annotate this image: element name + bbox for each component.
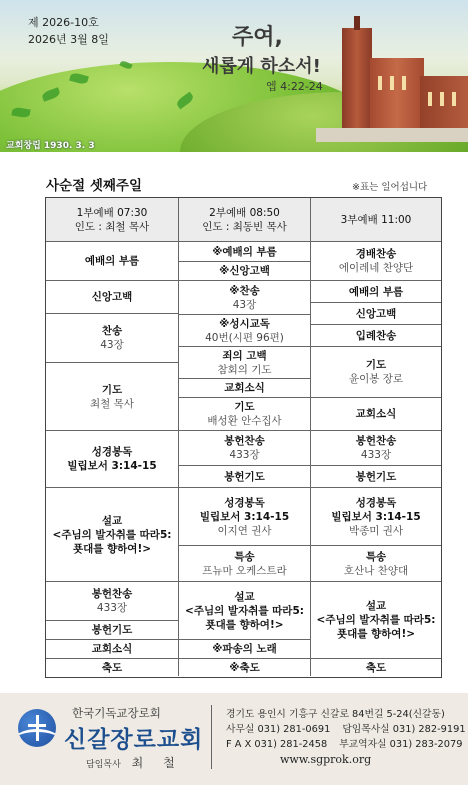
order-of-worship-table	[45, 197, 442, 678]
service-item: 축도	[365, 661, 387, 674]
service-item: 봉헌기도	[46, 621, 179, 640]
service-item: ※성시교독 40번(시편 96편)	[179, 315, 311, 347]
service-item: 봉헌찬송 433장	[46, 582, 179, 621]
service-item: 봉헌찬송 433장	[311, 431, 441, 466]
service-item: 기도 최철 목사	[46, 363, 179, 431]
headline	[202, 20, 348, 78]
pastor-office-phone: 담임목사실 031) 282-9191	[342, 724, 466, 735]
service-item: 경배찬송 에이레네 찬양단	[311, 242, 441, 281]
column-header-3: 3부예배 11:00	[311, 198, 441, 242]
headline-line-1: 주여,	[232, 25, 283, 50]
column-header-2: 2부예배 08:50 인도 : 최동빈 목사	[179, 198, 311, 242]
service-item: ※축도	[179, 659, 311, 676]
service-item: 봉헌기도	[311, 466, 441, 488]
service-item: 교회소식	[179, 379, 311, 398]
issue-date: 2026년 3월 8일	[28, 33, 109, 46]
service-item: 입례찬송	[311, 325, 441, 347]
service-item: ※찬송 43장	[179, 281, 311, 315]
divider	[211, 705, 212, 769]
column-header-1: 1부예배 07:30 인도 : 최철 목사	[46, 198, 179, 242]
senior-pastor	[86, 754, 183, 771]
service-item: 특송 프뉴마 오케스트라	[179, 546, 311, 582]
service-item: 교회소식	[311, 398, 441, 431]
verse-reference: 엡 4:22-24	[266, 80, 323, 93]
pastor-name: 최 철	[131, 756, 183, 770]
service-item: 성경봉독 빌립보서 3:14-15 이지연 권사	[179, 488, 311, 546]
associate-office-phone: 부교역자실 031) 283-2079	[339, 739, 463, 750]
service-item: 설교 <주님의 발자취를 따라5: 푯대를 향하여!>	[311, 582, 441, 659]
service-item: 성경봉독 빌립보서 3:14-15 박종미 권사	[311, 488, 441, 546]
church-footer	[0, 693, 468, 785]
service-item: 특송 호산나 찬양대	[311, 546, 441, 582]
fax-number: F A X 031) 281-2458	[226, 739, 328, 750]
header-banner	[0, 0, 468, 152]
church-name: 신갈장로교회	[64, 727, 204, 753]
issue-number: 제 2026-10호	[28, 16, 99, 29]
service-item: 성경봉독 빌립보서 3:14-15	[46, 431, 179, 488]
service-item: 기도 윤이봉 장로	[311, 347, 441, 398]
service-item: 예배의 부름	[46, 242, 179, 281]
service-item: 신앙고백	[311, 303, 441, 325]
founding-date: 교회창립 1930. 3. 3	[6, 141, 95, 151]
service-item: 예배의 부름	[311, 281, 441, 303]
service-item: ※신앙고백	[179, 262, 311, 281]
website-link[interactable]: www.sgprok.org	[280, 753, 372, 766]
service-item: ※파송의 노래	[179, 640, 311, 659]
service-item: 봉헌기도	[179, 466, 311, 488]
office-phone: 사무실 031) 281-0691	[226, 724, 331, 735]
headline-line-2: 새롭게 하소서!	[202, 56, 321, 77]
service-item: 봉헌찬송 433장	[179, 431, 311, 466]
address: 경기도 용인시 기흥구 신갈로 84번길 5-24(신갈동)	[226, 709, 445, 720]
service-item: ※예배의 부름	[179, 242, 311, 262]
service-item: 찬송 43장	[46, 314, 179, 363]
service-title: 사순절 셋째주일	[46, 178, 142, 194]
service-item: 설교 <주님의 발자취를 따라5: 푯대를 향하여!>	[46, 488, 179, 582]
service-item: 신앙고백	[46, 281, 179, 314]
church-logo-icon	[18, 709, 56, 747]
pastor-label: 담임목사	[86, 760, 121, 770]
service-item: 기도 배성환 안수집사	[179, 398, 311, 431]
service-item: 죄의 고백 참회의 기도	[179, 347, 311, 379]
service-item: 교회소식	[46, 640, 179, 659]
service-item: 설교 <주님의 발자취를 따라5: 푯대를 향하여!>	[179, 582, 311, 640]
service-item: 축도	[46, 659, 179, 676]
bulletin-issue	[28, 14, 109, 48]
denomination: 한국기독교장로회	[72, 706, 161, 720]
standing-note: ※표는 일어섭니다	[352, 182, 428, 193]
contact-info	[226, 707, 466, 768]
